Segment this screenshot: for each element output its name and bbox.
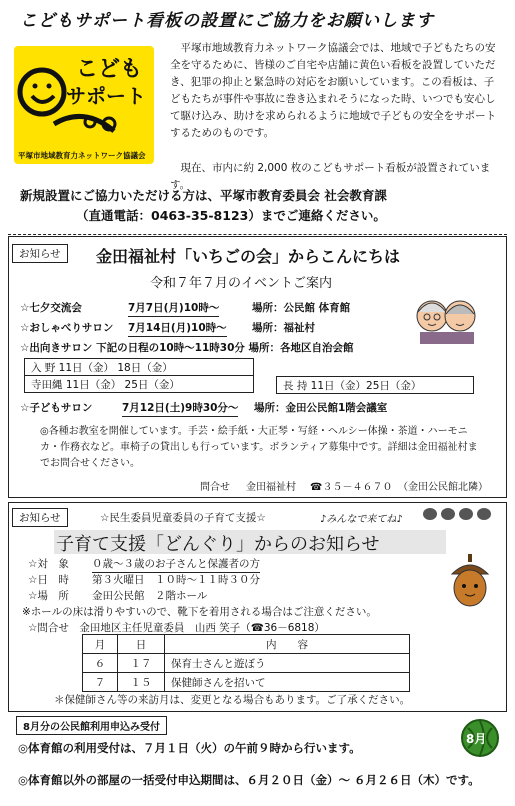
acorn-icon (448, 552, 492, 612)
intro-paragraph1: 平塚市地域教育力ネットワーク協議会では、地域で子どもたちの安全を守るために、皆様のご自宅や店舗に黄色い看板を設置していただき、犯罪の抑止と緊急時の対応をお願いしています。この看板は、子どもたちが事件や事故に巻き込まれそうになった時、いつでも安心して駆け込み、助けを求められるように地域で子どもの安全をサポートするためのものです。 (170, 42, 497, 139)
month-badge: 8月 (466, 732, 487, 746)
event-place: 場所：福祉村 (252, 322, 315, 334)
notice1-subtitle: 令和７年７月のイベントご案内 (150, 276, 333, 291)
table-cell: 保健師さんを招いて (165, 673, 410, 692)
outreach-line: ☆出向きサロン 下記の日程の10時～11時30分 場所：各地区自治会館 (20, 342, 354, 354)
footer-line2: ◎体育館以外の部屋の一括受付申込期間は、６月２０日（金）～ ６月２６日（木）です。 (18, 773, 480, 787)
event-date: 7月14日(月)10時～ (128, 320, 227, 337)
table-row (25, 359, 254, 376)
table-cell: ７ (83, 673, 118, 692)
notice2-header-note: ☆民生委員児童委員の子育て支援☆ (100, 512, 266, 524)
schedule-cell: 長 持 11日（金）25日（金） (277, 377, 474, 394)
table-header (83, 635, 410, 654)
contact-line2: （直通電話：0463-35-8123）までご連絡ください。 (76, 208, 386, 223)
table-row (25, 376, 254, 393)
notice2-contact: ☆問合せ 金田地区主任児童委員 山西 笑子（☎36－6818） (28, 622, 325, 634)
logo-org-text: 平塚市地域教育力ネットワーク協議会 (18, 151, 146, 160)
notice2-header-note2: ♪みんなで来てね♪ (320, 514, 403, 525)
row-value: ０歳～３歳のお子さんと保護者の方 (92, 556, 260, 573)
inquiry-org: 金田福祉村 (246, 482, 296, 493)
notice2-title: 子育て支援「どんぐり」からのお知らせ (56, 534, 380, 555)
footer-tag: 8月分の公民館利用申込み受付 (16, 716, 167, 735)
page-title: こどもサポート看板の設置にご協力をお願いします (20, 11, 434, 31)
inquiry-tel: ☎３５－４６７０ (310, 482, 393, 493)
intro-paragraph2: 現在、市内に約 2,000 枚のこどもサポート看板が設置されています。 (170, 162, 491, 191)
elderly-couple-icon (412, 294, 482, 350)
column-header: 日 (118, 635, 165, 654)
row-label: ☆対 象 (28, 558, 69, 570)
notice1-title: 金田福祉村「いちごの会」からこんにちは (96, 247, 401, 266)
table-note: ＊保健師さん等の来訪月は、変更となる場合もあります。ご了承ください。 (54, 694, 411, 706)
column-header: 内 容 (165, 635, 410, 654)
event-place: 場所：公民館 体育館 (252, 302, 351, 314)
classes-text: ◎各種お教室を開催しています。手芸・絵手紙・大正琴・写経・ヘルシー体操・茶道・ハーモニカ・作務衣など。車椅子の貸出しも行っています。ボランティア募集中です。詳細は金田福祉村までお問合せください。 (40, 426, 478, 469)
table-row (83, 673, 410, 692)
footer-line1: ◎体育館の利用受付は、７月１日（火）の午前９時から行います。 (18, 741, 361, 755)
table-cell: ６ (83, 654, 118, 673)
kodomo-support-logo (14, 46, 154, 164)
row-value: 第３火曜日 １０時～１１時３０分 (92, 574, 260, 586)
logo-line2: サポート (66, 84, 146, 108)
event-date: 7月7日(月)10時～ (128, 300, 219, 317)
inquiry-label: 問合せ (200, 482, 230, 493)
contact-line1: 新規設置にご協力いただける方は、平塚市教育委員会 社会教育課 (20, 188, 387, 203)
table-row (277, 377, 474, 394)
inquiry-note: （金田公民館北隣） (398, 482, 488, 493)
event-name: ☆おしゃべりサロン (20, 322, 114, 334)
dongri-table (82, 634, 410, 692)
column-header: 月 (83, 635, 118, 654)
logo-line1: こども (76, 57, 143, 82)
divider (8, 234, 507, 235)
notice1-tag: お知らせ (12, 244, 68, 263)
table-cell: １５ (118, 673, 165, 692)
table-cell: １７ (118, 654, 165, 673)
floor-note: ※ホールの床は滑りやすいので、靴下を着用される場合はご注意ください。 (22, 606, 377, 618)
notice2-tag: お知らせ (12, 508, 68, 527)
kids-salon-name: ☆子どもサロン (20, 402, 93, 414)
row-value: 金田公民館 ２階ホール (92, 590, 208, 602)
event-name: ☆七夕交流会 (20, 302, 82, 314)
table-cell: 保育士さんと遊ぼう (165, 654, 410, 673)
kids-salon-place: 場所：金田公民館1階会議室 (254, 402, 388, 414)
schedule-table (24, 358, 254, 393)
table-row (83, 654, 410, 673)
watermelon-icon (460, 718, 500, 758)
schedule-cell: 寺田縄 11日（金） 25日（金） (25, 376, 254, 393)
row-label: ☆場 所 (28, 590, 69, 602)
row-label: ☆日 時 (28, 574, 69, 586)
acorn-row-icon (422, 506, 498, 526)
kids-salon-date: 7月12日(土)9時30分～ (122, 400, 238, 417)
schedule-cell: 入 野 11日（金） 18日（金） (25, 359, 254, 376)
schedule-table-right (276, 376, 474, 394)
